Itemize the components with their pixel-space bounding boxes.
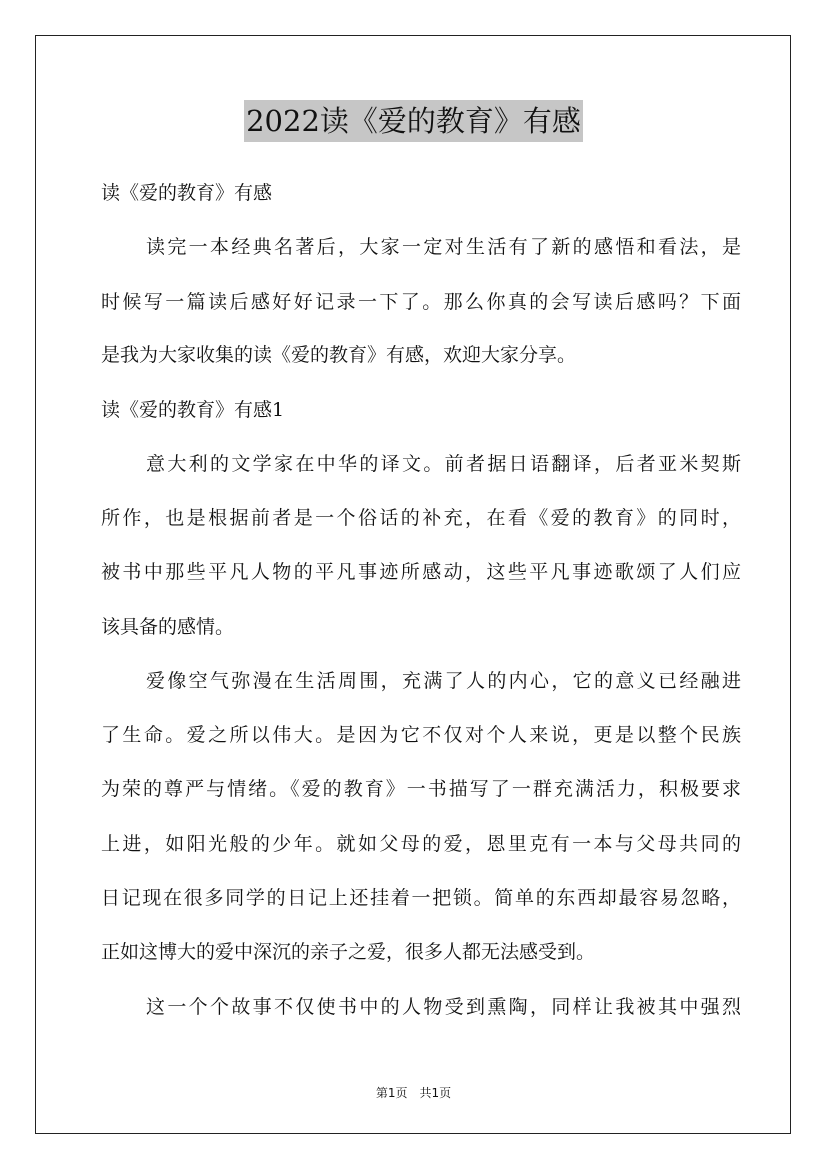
paragraph-line: 为荣的尊严与情绪。《爱的教育》一书描写了一群充满活力，积极要求 bbox=[101, 778, 741, 800]
paragraph-line: 日记现在很多同学的日记上还挂着一把锁。简单的东西却最容易忽略， bbox=[101, 887, 741, 909]
intro-line: 读完一本经典名著后，大家一定对生活有了新的感悟和看法，是 bbox=[146, 236, 741, 258]
paragraph-line: 上进，如阳光般的少年。就如父母的爱，恩里克有一本与父母共同的 bbox=[101, 833, 741, 855]
subheading: 读《爱的教育》有感 bbox=[101, 182, 273, 204]
intro-line: 是我为大家收集的读《爱的教育》有感，欢迎大家分享。 bbox=[101, 344, 577, 366]
section-heading: 读《爱的教育》有感1 bbox=[101, 399, 285, 421]
paragraph-line: 意大利的文学家在中华的译文。前者据日语翻译，后者亚米契斯 bbox=[146, 453, 741, 475]
paragraph-line: 爱像空气弥漫在生活周围，充满了人的内心，它的意义已经融进 bbox=[146, 670, 741, 692]
paragraph-line: 正如这博大的爱中深沉的亲子之爱，很多人都无法感受到。 bbox=[101, 941, 596, 963]
paragraph-line: 被书中那些平凡人物的平凡事迹所感动，这些平凡事迹歌颂了人们应 bbox=[101, 561, 741, 583]
paragraph-line: 这一个个故事不仅使书中的人物受到熏陶，同样让我被其中强烈 bbox=[146, 996, 741, 1018]
document-title bbox=[0, 100, 827, 142]
document-title-text: 2022读《爱的教育》有感 bbox=[244, 100, 583, 142]
paragraph-line: 所作，也是根据前者是一个俗话的补充，在看《爱的教育》的同时， bbox=[101, 507, 741, 529]
paragraph-line: 了生命。爱之所以伟大。是因为它不仅对个人来说，更是以整个民族 bbox=[101, 724, 741, 746]
intro-line: 时候写一篇读后感好好记录一下了。那么你真的会写读后感吗？下面 bbox=[101, 291, 741, 313]
page-footer: 第1页 共1页 bbox=[375, 1086, 452, 1100]
paragraph-line: 该具备的感情。 bbox=[101, 616, 235, 638]
